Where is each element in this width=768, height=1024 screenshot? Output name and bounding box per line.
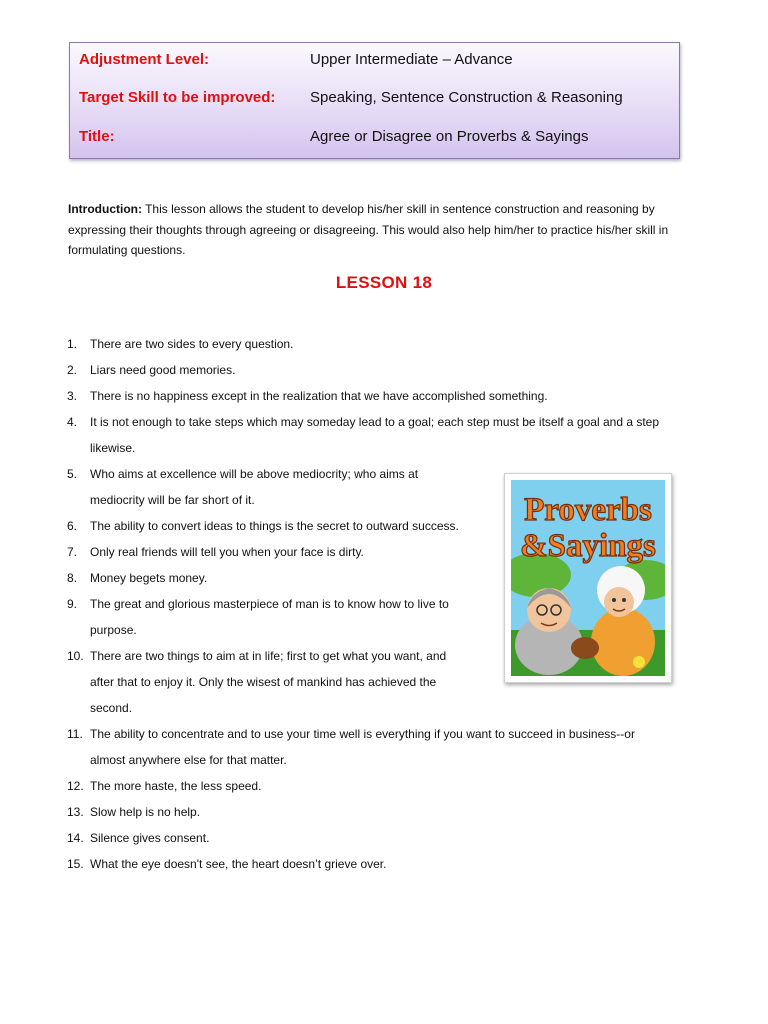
proverb-number: 14. xyxy=(67,831,84,845)
proverb-number: 4. xyxy=(67,415,78,429)
title-label: Title: xyxy=(79,128,115,145)
proverb-number: 5. xyxy=(67,467,78,481)
proverb-number: 10. xyxy=(67,649,84,663)
proverbs-sayings-cover-image xyxy=(504,473,672,683)
proverb-text: Who aims at excellence will be above mediocrity; who aims at xyxy=(90,467,419,481)
adjustment-level-value: Upper Intermediate – Advance xyxy=(310,51,513,68)
proverb-text: The ability to concentrate and to use your time well is everything if you want to succeed in business--or xyxy=(90,727,635,741)
cover-title-line2: &Sayings xyxy=(520,528,656,564)
cover-lady-eye-right xyxy=(622,598,626,602)
proverb-text: almost anywhere else for that matter. xyxy=(90,753,287,767)
target-skill-value: Speaking, Sentence Construction & Reasoning xyxy=(310,89,623,106)
introduction-paragraph xyxy=(68,199,708,261)
proverb-text: Only real friends will tell you when your face is dirty. xyxy=(90,545,364,559)
cover-lady-dress xyxy=(591,608,655,676)
proverb-number: 3. xyxy=(67,389,78,403)
proverb-number: 2. xyxy=(67,363,78,377)
proverb-text: mediocrity will be far short of it. xyxy=(90,493,255,507)
introduction-text: This lesson allows the student to develop his/her skill in sentence construction and reasoning by expressing their thoughts through agreeing or disagreeing. This would also help him/her to practice his/her skill in formulating questions. xyxy=(68,202,669,257)
target-skill-label: Target Skill to be improved: xyxy=(79,89,276,106)
proverb-text: Money begets money. xyxy=(90,571,208,585)
proverb-text: There are two things to aim at in life; first to get what you want, and xyxy=(90,649,447,663)
proverb-number: 6. xyxy=(67,519,78,533)
cover-lady-eye-left xyxy=(612,598,616,602)
proverb-text: Silence gives consent. xyxy=(90,831,210,845)
proverb-number: 11. xyxy=(67,727,83,741)
introduction-label: Introduction: xyxy=(68,202,142,216)
proverb-number: 15. xyxy=(67,857,84,871)
proverb-text: The more haste, the less speed. xyxy=(90,779,262,793)
cover-bird xyxy=(633,656,645,668)
proverb-number: 13. xyxy=(67,805,84,819)
proverb-text: It is not enough to take steps which may someday lead to a goal; each step must be itself a goal and a step xyxy=(90,415,660,429)
proverb-text: Liars need good memories. xyxy=(90,363,236,377)
proverb-text: likewise. xyxy=(90,441,136,455)
cover-illustration xyxy=(511,480,665,676)
proverb-text: Slow help is no help. xyxy=(90,805,201,819)
proverb-number: 8. xyxy=(67,571,78,585)
lesson-title: LESSON 18 xyxy=(335,273,433,292)
proverb-number: 7. xyxy=(67,545,78,559)
proverb-number: 12. xyxy=(67,779,84,793)
proverb-text: second. xyxy=(90,701,133,715)
proverb-text: The great and glorious masterpiece of man is to know how to live to xyxy=(90,597,449,611)
cover-lady-face xyxy=(604,587,634,617)
lesson-info-box xyxy=(69,42,680,159)
proverb-text: There is no happiness except in the realization that we have accomplished something. xyxy=(90,389,548,403)
proverb-text: The ability to convert ideas to things is the secret to outward success. xyxy=(90,519,459,533)
proverb-number: 1. xyxy=(67,337,78,351)
proverb-text: There are two sides to every question. xyxy=(90,337,294,351)
adjustment-level-label: Adjustment Level: xyxy=(79,51,210,68)
proverb-text: after that to enjoy it. Only the wisest of mankind has achieved the xyxy=(90,675,437,689)
cover-title-line1: Proverbs xyxy=(524,492,652,528)
cover-dog xyxy=(571,637,599,659)
proverb-text: What the eye doesn't see, the heart doesn’t grieve over. xyxy=(90,857,387,871)
proverb-number: 9. xyxy=(67,597,78,611)
title-value: Agree or Disagree on Proverbs & Sayings xyxy=(310,128,589,145)
proverb-text: purpose. xyxy=(90,623,137,637)
